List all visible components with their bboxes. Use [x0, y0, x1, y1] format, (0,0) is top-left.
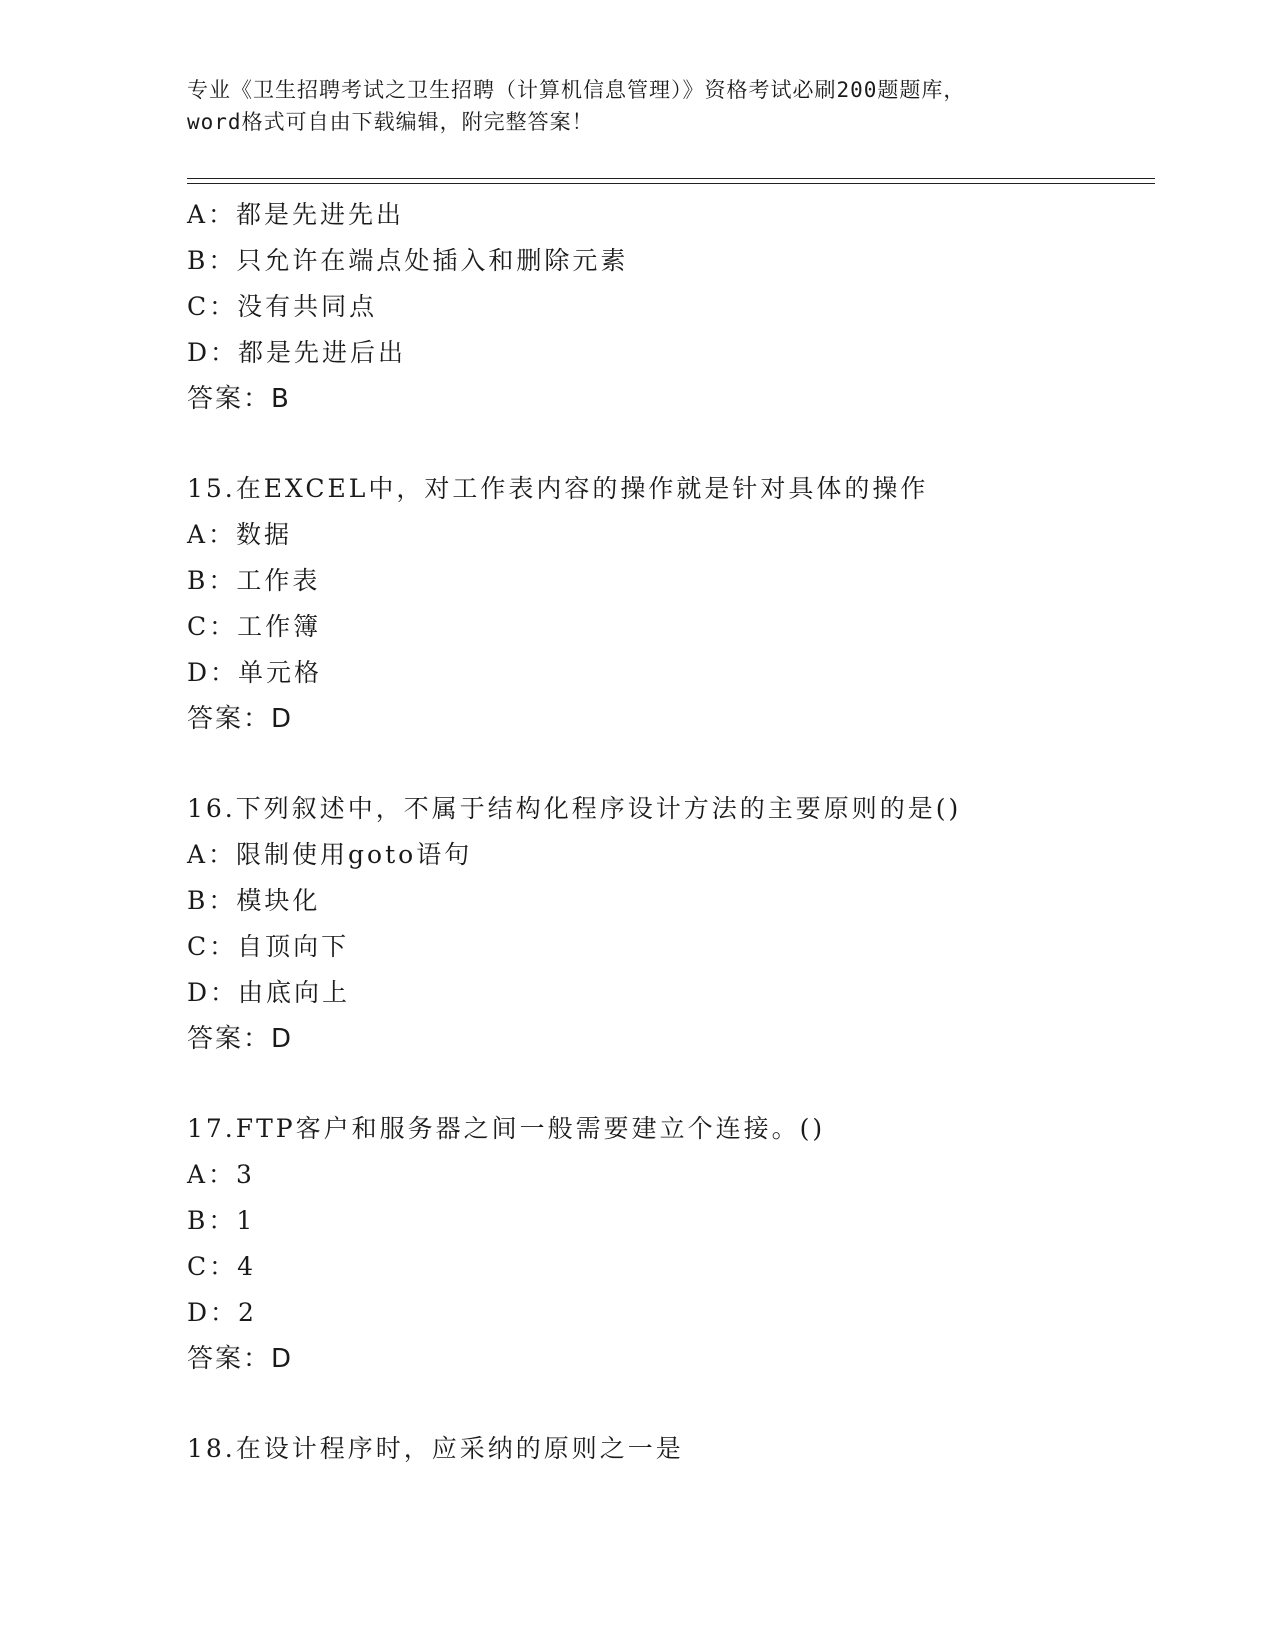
- option-b: B：工作表: [187, 566, 321, 595]
- option-b: B：模块化: [187, 886, 321, 915]
- option-d: D：单元格: [187, 658, 323, 687]
- answer: 答案：D: [187, 704, 294, 734]
- answer: 答案：D: [187, 1344, 294, 1374]
- header-divider-bottom: [187, 183, 1155, 184]
- answer: 答案：D: [187, 1024, 294, 1054]
- option-b: B：只允许在端点处插入和删除元素: [187, 246, 629, 275]
- option-d: D：2: [187, 1298, 257, 1327]
- question-text: 16.下列叙述中，不属于结构化程序设计方法的主要原则的是(): [187, 794, 962, 823]
- question-16: [187, 786, 1147, 1062]
- header-divider-top: [187, 178, 1155, 179]
- option-c: C：工作簿: [187, 612, 322, 641]
- option-d: D：由底向上: [187, 978, 351, 1007]
- header-line-2: word格式可自由下载编辑，附完整答案！: [187, 110, 594, 134]
- option-c: C：自顶向下: [187, 932, 350, 961]
- option-a: A：数据: [187, 520, 293, 549]
- option-a: A：都是先进先出: [187, 200, 405, 229]
- header-line-1: 专业《卫生招聘考试之卫生招聘（计算机信息管理）》资格考试必刷200题题库，: [187, 78, 966, 102]
- document-body: [187, 192, 1147, 1472]
- question-text: 17.FTP客户和服务器之间一般需要建立个连接。(): [187, 1114, 826, 1143]
- question-17: [187, 1106, 1147, 1382]
- option-c: C：4: [187, 1252, 257, 1281]
- option-a: A：限制使用goto语句: [187, 840, 473, 869]
- question-14-partial: [187, 192, 1147, 422]
- answer: 答案：B: [187, 384, 291, 414]
- question-text: 15.在EXCEL中，对工作表内容的操作就是针对具体的操作: [187, 474, 929, 503]
- question-15: [187, 466, 1147, 742]
- document-header: [187, 74, 1087, 138]
- option-b: B：1: [187, 1206, 256, 1235]
- question-18: [187, 1426, 1147, 1472]
- option-a: A：3: [187, 1160, 255, 1189]
- option-d: D：都是先进后出: [187, 338, 407, 367]
- option-c: C：没有共同点: [187, 292, 378, 321]
- question-text: 18.在设计程序时，应采纳的原则之一是: [187, 1434, 684, 1463]
